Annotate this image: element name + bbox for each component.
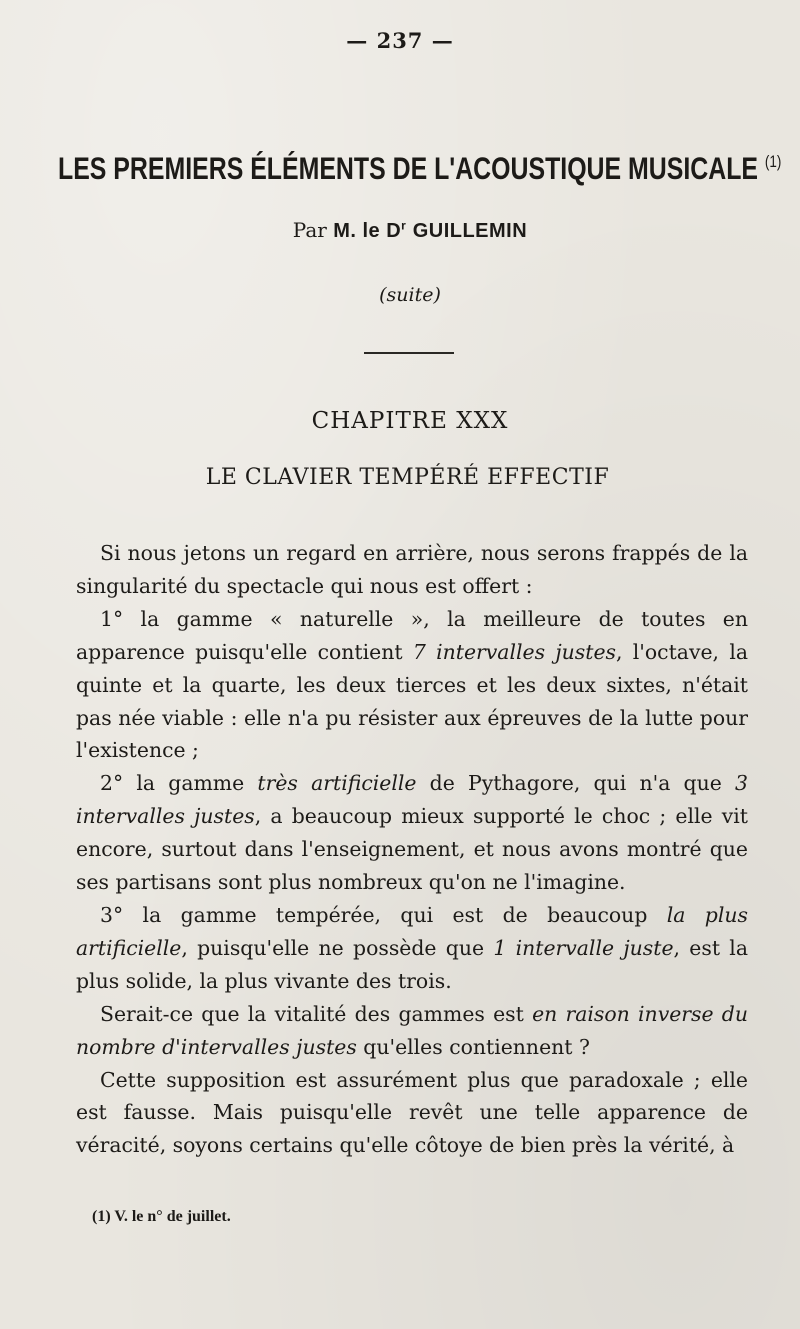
section-divider [364,352,454,354]
paragraph-2: 1° la gamme « naturelle », la meilleure de toutes en apparence puisqu'elle contient 7 intervalles justes, l'octave, la quinte et la quarte, les deux tierces et les deux sixtes, n'était pas née viable : elle n'a pu résister aux épreuves de la lutte pour l'existence ; [76,606,748,763]
chapter-heading: CHAPITRE XXX [311,408,509,434]
author-prefix: Par [292,218,327,242]
paragraph-5: Serait-ce que la vitalité des gammes est en raison inverse du nombre d'intervalles justes qu'elles contiennent ? [76,1001,748,1059]
author-line [0,218,800,243]
article-title-text: LES PREMIERS ÉLÉMENTS DE L'ACOUSTIQUE MUSICALE [58,150,758,186]
chapter-title: LE CLAVIER TEMPÉRÉ EFFECTIF [205,465,610,490]
footnote-reference: (1) [764,152,782,171]
body-text [76,537,748,1162]
paragraph-1: Si nous jetons un regard en arrière, nous serons frappés de la singularité du spectacle qui nous est offert : [76,541,748,598]
author-title: M. le $D^r$ [333,218,407,242]
page-number: — 237 — [346,28,454,53]
article-title [58,150,782,187]
author-surname: GUILLEMIN [412,220,528,242]
paragraph-6: Cette supposition est assurément plus que paradoxale ; elle est fausse. Mais puisqu'elle revêt une telle apparence de véracité, soyons certains qu'elle côtoye de bien près la vérité, à [76,1067,748,1158]
footnote: (1) V. le n° de juillet. [92,1208,231,1225]
paragraph-3: 2° la gamme très artificielle de Pythagore, qui n'a que 3 intervalles justes, a beaucoup mieux supporté le choc ; elle vit encore, surtout dans l'enseignement, et nous avons montré que ses partisans sont plus nombreux qu'on ne l'imagine. [76,771,748,895]
continuation-note: (suite) [379,284,441,306]
paragraph-4: 3° la gamme tempérée, qui est de beaucoup la plus artificielle, puisqu'elle ne possède que 1 intervalle juste, est la plus solide, la plus vivante des trois. [76,902,748,993]
